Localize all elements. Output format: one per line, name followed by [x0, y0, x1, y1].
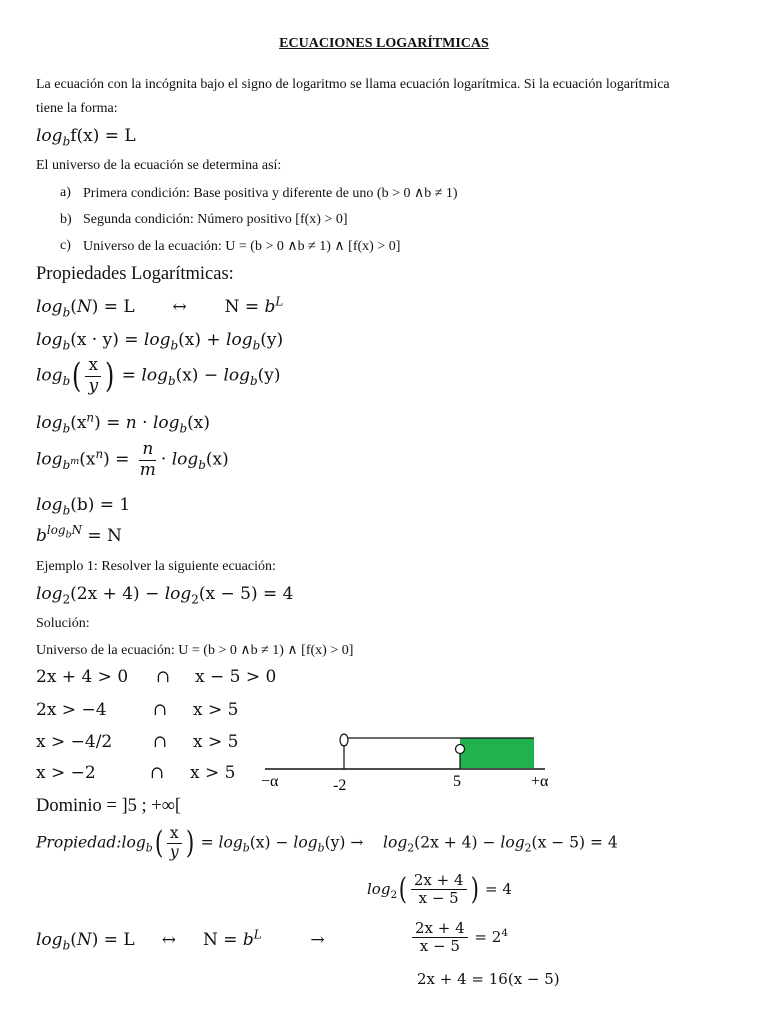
open-point-minus-2 [340, 734, 348, 746]
properties-heading: Propiedades Logarítmicas: [36, 264, 234, 284]
number-line [255, 728, 565, 798]
property-definition: $\log_b(N) = L$ ↔ $N = b^L$ [36, 294, 284, 320]
universe-intro: El universo de la ecuación se determina así: [36, 158, 282, 173]
step-3-right: x > 5 [193, 732, 239, 752]
work-definition: $\log_b(N) = L$ ↔ $N = b^L$ → [36, 927, 325, 953]
condition-b: Segunda condición: Número positivo [f(x) > 0] [83, 212, 348, 227]
intro-line-1: La ecuación con la incógnita bajo el signo de logaritmo se llama ecuación logarítmica. Si la ecuación logarítmica [36, 77, 670, 92]
step-2-right: x > 5 [193, 700, 239, 720]
step-2-left: 2x > −4 [36, 700, 107, 720]
domain-result: Dominio = ]5 ; +∞[ [36, 796, 182, 816]
property-power: $\log_b(x^n) = n \cdot \log_b(x)$ [36, 410, 210, 436]
step-4-right: x > 5 [190, 763, 236, 783]
solution-universe: Universo de la ecuación: U = (b > 0 ∧b ≠ 1) ∧ [f(x) > 0] [36, 643, 354, 658]
example-title: Ejemplo 1: Resolver la siguiente ecuación: [36, 559, 276, 574]
open-point-5 [456, 745, 465, 754]
property-application: $Propiedad:\log_b$( $\frac{x}{y}$ ) = $\log_b(x) - \log_b(y)$ → $\log_2(2x + 4) - \log_2(x - 5) = 4$ [36, 824, 618, 861]
property-base-power: $\log_{b^m}(x^n)$ = $\frac{n}{m}$ · $\log_b(x)$ [36, 439, 229, 480]
label-minus-alpha: −α [261, 773, 279, 790]
step-4-op: ∩ [150, 763, 165, 783]
property-quotient: $\log_b$( $\frac{x}{y}$ ) = $\log_b(x) - \log_b(y)$ [36, 355, 281, 397]
step-3-left: x > −4/2 [36, 732, 113, 752]
step-1-right: x − 5 > 0 [195, 667, 277, 687]
shaded-interval [460, 738, 534, 768]
step-3-op: ∩ [153, 732, 168, 752]
condition-b-marker: b) [60, 212, 72, 227]
example-equation: $\log_2(2x + 4) - \log_2(x - 5) = 4$ [36, 584, 294, 607]
main-equation: $\log_bf(x) = L$ [36, 126, 136, 149]
step-2-op: ∩ [153, 700, 168, 720]
work-step-2: $\frac{2x + 4}{x - 5}$ = $2^4$ [410, 920, 508, 956]
work-step-3: 2x + 4 = 16(x − 5) [417, 970, 560, 988]
step-1-op: ∩ [156, 667, 171, 687]
page-title: ECUACIONES LOGARÍTMICAS [279, 36, 489, 51]
intro-line-2: tiene la forma: [36, 101, 118, 116]
label-minus-2: -2 [333, 777, 347, 794]
step-4-left: x > −2 [36, 763, 96, 783]
label-plus-alpha: +α [531, 773, 549, 790]
property-product: $\log_b(x \cdot y) = \log_b(x) + \log_b(y)$ [36, 330, 284, 353]
step-1-left: 2x + 4 > 0 [36, 667, 129, 687]
condition-a-marker: a) [60, 185, 71, 200]
condition-c-marker: c) [60, 238, 71, 253]
property-log-base: $\log_b(b) = 1$ [36, 495, 131, 518]
solution-label: Solución: [36, 616, 90, 631]
work-step-1: $\log_2$( $\frac{2x + 4}{x - 5}$ ) = 4 [367, 871, 512, 908]
label-5: 5 [453, 773, 461, 790]
condition-c: Universo de la ecuación: U = (b > 0 ∧b ≠ 1) ∧ [f(x) > 0] [83, 239, 401, 254]
condition-a: Primera condición: Base positiva y diferente de uno (b > 0 ∧b ≠ 1) [83, 186, 458, 201]
property-inverse: $b^{log_bN} = N$ [36, 523, 122, 546]
property-label: Propiedad: [36, 833, 122, 852]
